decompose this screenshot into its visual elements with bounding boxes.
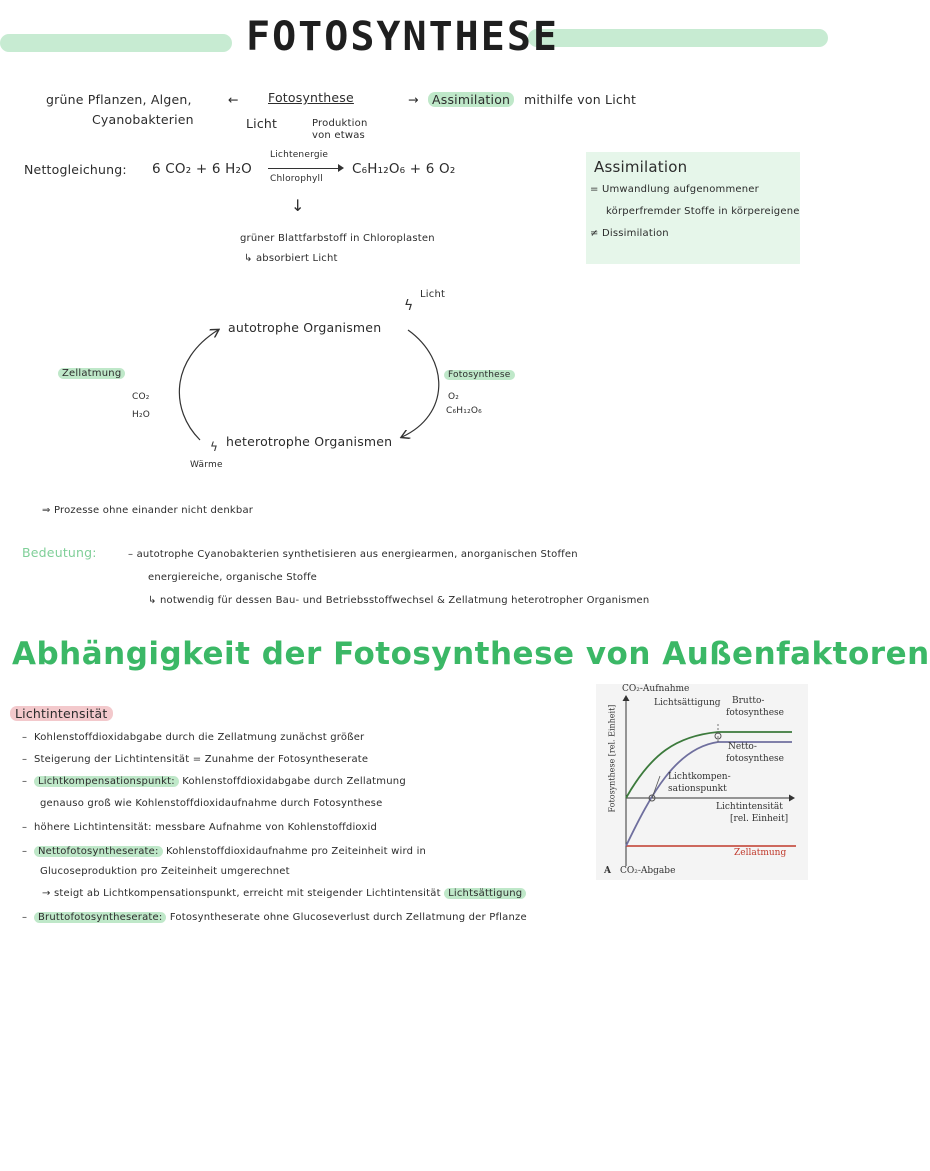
assim-box-title: Assimilation	[594, 158, 688, 176]
section-title: Abhängigkeit der Fotosynthese von Außenfaktoren	[12, 636, 930, 672]
equation-down-arrow: ↓	[291, 196, 305, 215]
bedeutung-label: Bedeutung:	[22, 545, 97, 560]
graph-brutto2: fotosynthese	[726, 708, 784, 718]
header-bar-left	[0, 34, 232, 52]
equation-label: Nettogleichung:	[24, 162, 127, 177]
graph-komp2: sationspunkt	[668, 784, 727, 794]
intro-arrow-right: →	[408, 92, 419, 107]
equation-right: C₆H₁₂O₆ + 6 O₂	[352, 161, 456, 177]
assim-box-line1: = Umwandlung aufgenommener	[590, 184, 759, 195]
list-item-3-cont: genauso groß wie Kohlenstoffdioxidaufnahme durch Fotosynthese	[40, 798, 383, 809]
intro-arrow-left: ←	[228, 92, 239, 107]
header-bar-right	[528, 29, 828, 47]
list-item-3: – Lichtkompensationspunkt: Kohlenstoffdioxidabgabe durch Zellatmung	[22, 776, 406, 787]
graph-y-axis-label: Fotosynthese [rel. Einheit]	[607, 704, 617, 813]
heat-lightning-icon: ϟ	[210, 440, 218, 454]
list-item-5: – Nettofotosyntheserate: Kohlenstoffdioxidaufnahme pro Zeiteinheit wird in	[22, 846, 427, 857]
list-item-1: – Kohlenstoffdioxidabgabe durch die Zellatmung zunächst größer	[22, 732, 365, 743]
intro-center-sub3: von etwas	[312, 130, 365, 141]
list-item-6: – Bruttofotosyntheserate: Fotosyntheserate ohne Glucoseverlust durch Zellatmung der Pflanze	[22, 912, 527, 923]
cycle-right-sub2: C₆H₁₂O₆	[446, 406, 482, 416]
equation-above-arrow: Lichtenergie	[270, 150, 329, 160]
assim-box-line3: ≠ Dissimilation	[590, 228, 669, 239]
cycle-bottom: heterotrophe Organismen	[226, 434, 393, 449]
photosynthesis-graph	[596, 684, 808, 880]
page-title: FOTOSYNTHESE	[246, 14, 559, 60]
bedeutung-line3: ↳ notwendig für dessen Bau- und Betriebsstoffwechsel & Zellatmung heterotropher Organismen	[148, 595, 650, 606]
list-item-4: – höhere Lichtintensität: messbare Aufnahme von Kohlenstoffdioxid	[22, 822, 378, 833]
graph-top-axis: CO₂-Aufnahme	[622, 684, 690, 694]
graph-x-axis1: Lichtintensität	[716, 802, 783, 812]
list-item-5-cont: Glucoseproduktion pro Zeiteinheit umgerechnet	[40, 866, 290, 877]
reaction-arrow	[268, 168, 342, 169]
cycle-light: Licht	[420, 289, 446, 300]
reaction-arrow-head	[338, 164, 344, 172]
conclusion: ⇒ Prozesse ohne einander nicht denkbar	[42, 505, 254, 516]
graph-netto1: Netto-	[728, 742, 757, 752]
intro-center-word: Fotosynthese	[268, 90, 354, 105]
equation-left: 6 CO₂ + 6 H₂O	[152, 161, 252, 177]
graph-x-axis2: [rel. Einheit]	[730, 814, 789, 824]
graph-saturation: Lichtsättigung	[654, 698, 721, 708]
equation-below-arrow: Chlorophyll	[270, 174, 323, 184]
graph-netto2: fotosynthese	[726, 754, 784, 764]
lightning-icon: ϟ	[404, 298, 414, 314]
intro-right-text: mithilfe von Licht	[524, 92, 637, 107]
cycle-heat: Wärme	[190, 460, 223, 470]
assim-box-line2: körperfremder Stoffe in körpereigene	[606, 206, 800, 217]
bedeutung-line1: – autotrophe Cyanobakterien synthetisieren aus energiearmen, anorganischen Stoffen	[128, 549, 578, 560]
graph-zellatmung: Zellatmung	[734, 848, 787, 858]
intro-center-sub1: Licht	[246, 116, 278, 131]
intro-left-line1: grüne Pflanzen, Algen,	[46, 92, 192, 107]
graph-bottom-a: A	[604, 866, 611, 876]
equation-note1: grüner Blattfarbstoff in Chloroplasten	[240, 233, 435, 244]
assimilation-box	[586, 152, 800, 264]
cycle-left-label: Zellatmung	[58, 368, 125, 379]
graph-bottom-axis: CO₂-Abgabe	[620, 866, 676, 876]
cycle-right-sub1: O₂	[448, 392, 460, 402]
graph-brutto1: Brutto-	[732, 696, 765, 706]
cycle-left-sub1: CO₂	[132, 392, 150, 402]
equation-note2: ↳ absorbiert Licht	[244, 253, 338, 264]
subhead-lichtintensitaet: Lichtintensität	[10, 706, 113, 721]
intro-assimilation: Assimilation	[428, 92, 514, 107]
graph-komp1: Lichtkompen-	[668, 772, 731, 782]
cycle-top: autotrophe Organismen	[228, 320, 382, 335]
cycle-left-sub2: H₂O	[132, 410, 151, 420]
bedeutung-line2: energiereiche, organische Stoffe	[148, 572, 318, 583]
list-item-2: – Steigerung der Lichtintensität = Zunahme der Fotosyntheserate	[22, 754, 369, 765]
intro-left-line2: Cyanobakterien	[92, 112, 194, 127]
list-item-5-note: → steigt ab Lichtkompensationspunkt, erreicht mit steigender Lichtintensität Lichtsättigung	[42, 888, 526, 899]
cycle-right-label: Fotosynthese	[444, 370, 515, 380]
intro-center-sub2: Produktion	[312, 118, 368, 129]
